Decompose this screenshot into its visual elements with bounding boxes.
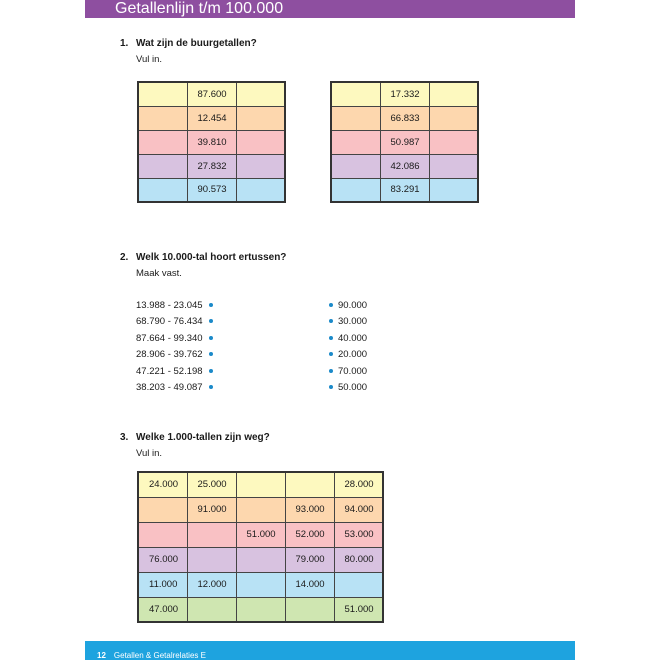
given-number: 17.332 bbox=[380, 82, 429, 106]
answer-item[interactable] bbox=[329, 364, 367, 380]
table-cell[interactable]: 28.000 bbox=[334, 472, 383, 497]
answer-cell[interactable] bbox=[331, 106, 380, 130]
table-row bbox=[138, 106, 285, 130]
table-cell[interactable]: 24.000 bbox=[138, 472, 187, 497]
table-cell[interactable]: 94.000 bbox=[334, 497, 383, 522]
table-row bbox=[138, 522, 383, 547]
question-3-instruction: Vul in. bbox=[136, 448, 163, 459]
answer-cell[interactable] bbox=[331, 130, 380, 154]
range-item[interactable] bbox=[136, 364, 213, 380]
table-cell[interactable] bbox=[285, 597, 334, 622]
answer-text: 30.000 bbox=[338, 316, 368, 327]
question-3-title bbox=[120, 432, 270, 443]
table-cell[interactable]: 93.000 bbox=[285, 497, 334, 522]
match-dot[interactable] bbox=[329, 303, 333, 307]
given-number: 83.291 bbox=[380, 178, 429, 202]
table-cell[interactable]: 91.000 bbox=[187, 497, 236, 522]
table-row bbox=[138, 82, 285, 106]
range-text: 87.664 - 99.340 bbox=[136, 333, 203, 344]
table-cell[interactable]: 52.000 bbox=[285, 522, 334, 547]
given-number: 90.573 bbox=[187, 178, 236, 202]
match-dot[interactable] bbox=[329, 352, 333, 356]
given-number: 12.454 bbox=[187, 106, 236, 130]
given-number: 87.600 bbox=[187, 82, 236, 106]
page-footer bbox=[85, 641, 575, 660]
table-cell[interactable] bbox=[236, 472, 285, 497]
match-dot[interactable] bbox=[209, 385, 213, 389]
question-2-title bbox=[120, 252, 286, 263]
answer-item[interactable] bbox=[329, 331, 367, 347]
match-dot[interactable] bbox=[209, 352, 213, 356]
page-title: Getallenlijn t/m 100.000 bbox=[85, 0, 575, 18]
table-row bbox=[138, 130, 285, 154]
table-row bbox=[138, 178, 285, 202]
given-number: 42.086 bbox=[380, 154, 429, 178]
answer-cell[interactable] bbox=[236, 130, 285, 154]
match-dot[interactable] bbox=[209, 336, 213, 340]
answer-cell[interactable] bbox=[331, 178, 380, 202]
table-row bbox=[138, 547, 383, 572]
table-cell[interactable] bbox=[187, 597, 236, 622]
answer-item[interactable] bbox=[329, 314, 367, 330]
match-dot[interactable] bbox=[329, 369, 333, 373]
answer-cell[interactable] bbox=[138, 154, 187, 178]
table-cell[interactable]: 14.000 bbox=[285, 572, 334, 597]
given-number: 39.810 bbox=[187, 130, 236, 154]
neighbors-table-right bbox=[330, 81, 479, 203]
answer-cell[interactable] bbox=[429, 154, 478, 178]
table-cell[interactable] bbox=[285, 472, 334, 497]
table-row bbox=[331, 106, 478, 130]
thousands-table bbox=[137, 471, 384, 623]
page-number: 12 bbox=[97, 651, 106, 660]
range-text: 68.790 - 76.434 bbox=[136, 316, 203, 327]
answer-cell[interactable] bbox=[138, 178, 187, 202]
answer-text: 70.000 bbox=[338, 366, 368, 377]
range-text: 47.221 - 52.198 bbox=[136, 366, 203, 377]
match-dot[interactable] bbox=[329, 319, 333, 323]
table-cell[interactable]: 51.000 bbox=[334, 597, 383, 622]
table-cell[interactable]: 76.000 bbox=[138, 547, 187, 572]
answer-cell[interactable] bbox=[236, 82, 285, 106]
table-row bbox=[331, 82, 478, 106]
answer-text: 50.000 bbox=[338, 382, 368, 393]
answer-cell[interactable] bbox=[236, 178, 285, 202]
answer-text: 20.000 bbox=[338, 349, 368, 360]
table-cell[interactable] bbox=[138, 522, 187, 547]
question-2-instruction: Maak vast. bbox=[136, 268, 182, 279]
question-1-number: 1. bbox=[120, 38, 129, 49]
match-dot[interactable] bbox=[329, 336, 333, 340]
match-dot[interactable] bbox=[209, 303, 213, 307]
table-row bbox=[138, 472, 383, 497]
range-item[interactable] bbox=[136, 331, 213, 347]
given-number: 27.832 bbox=[187, 154, 236, 178]
question-1-text: Wat zijn de buurgetallen? bbox=[136, 38, 257, 49]
range-text: 38.203 - 49.087 bbox=[136, 382, 203, 393]
answer-cell[interactable] bbox=[429, 106, 478, 130]
range-item[interactable] bbox=[136, 380, 213, 396]
question-1-instruction: Vul in. bbox=[136, 54, 163, 65]
table-row bbox=[331, 178, 478, 202]
table-cell[interactable]: 25.000 bbox=[187, 472, 236, 497]
table-cell[interactable] bbox=[334, 572, 383, 597]
answer-cell[interactable] bbox=[236, 106, 285, 130]
table-cell[interactable] bbox=[236, 572, 285, 597]
table-cell[interactable]: 12.000 bbox=[187, 572, 236, 597]
answer-cell[interactable] bbox=[138, 82, 187, 106]
table-row bbox=[138, 497, 383, 522]
table-cell[interactable] bbox=[138, 497, 187, 522]
neighbors-table-left bbox=[137, 81, 286, 203]
match-dot[interactable] bbox=[209, 369, 213, 373]
range-text: 28.906 - 39.762 bbox=[136, 349, 203, 360]
table-row bbox=[331, 130, 478, 154]
table-cell[interactable]: 80.000 bbox=[334, 547, 383, 572]
table-cell[interactable]: 79.000 bbox=[285, 547, 334, 572]
question-2-text: Welk 10.000-tal hoort ertussen? bbox=[136, 252, 287, 263]
answer-cell[interactable] bbox=[138, 106, 187, 130]
match-dot[interactable] bbox=[329, 385, 333, 389]
range-item[interactable] bbox=[136, 314, 213, 330]
question-3-number: 3. bbox=[120, 432, 129, 443]
answer-item[interactable] bbox=[329, 347, 367, 363]
match-dot[interactable] bbox=[209, 319, 213, 323]
answer-text: 40.000 bbox=[338, 333, 368, 344]
answer-cell[interactable] bbox=[331, 154, 380, 178]
table-row bbox=[331, 154, 478, 178]
question-1-title bbox=[120, 38, 257, 49]
answer-text: 90.000 bbox=[338, 300, 368, 311]
question-3-text: Welke 1.000-tallen zijn weg? bbox=[136, 432, 270, 443]
table-cell[interactable] bbox=[187, 522, 236, 547]
given-number: 66.833 bbox=[380, 106, 429, 130]
answer-cell[interactable] bbox=[236, 154, 285, 178]
table-cell[interactable]: 51.000 bbox=[236, 522, 285, 547]
answer-cell[interactable] bbox=[331, 82, 380, 106]
answer-item[interactable] bbox=[329, 380, 367, 396]
answer-cell[interactable] bbox=[138, 130, 187, 154]
table-cell[interactable]: 11.000 bbox=[138, 572, 187, 597]
range-item[interactable] bbox=[136, 347, 213, 363]
table-row bbox=[138, 154, 285, 178]
given-number: 50.987 bbox=[380, 130, 429, 154]
table-cell[interactable] bbox=[236, 547, 285, 572]
range-item[interactable] bbox=[136, 298, 213, 314]
question-2-number: 2. bbox=[120, 252, 129, 263]
table-row bbox=[138, 597, 383, 622]
answer-item[interactable] bbox=[329, 298, 367, 314]
range-text: 13.988 - 23.045 bbox=[136, 300, 203, 311]
answer-cell[interactable] bbox=[429, 178, 478, 202]
answer-cell[interactable] bbox=[429, 82, 478, 106]
table-cell[interactable]: 47.000 bbox=[138, 597, 187, 622]
table-cell[interactable] bbox=[236, 597, 285, 622]
table-cell[interactable] bbox=[187, 547, 236, 572]
answer-cell[interactable] bbox=[429, 130, 478, 154]
table-row bbox=[138, 572, 383, 597]
table-cell[interactable] bbox=[236, 497, 285, 522]
footer-text: Getallen & Getalrelaties E bbox=[113, 651, 206, 660]
table-cell[interactable]: 53.000 bbox=[334, 522, 383, 547]
